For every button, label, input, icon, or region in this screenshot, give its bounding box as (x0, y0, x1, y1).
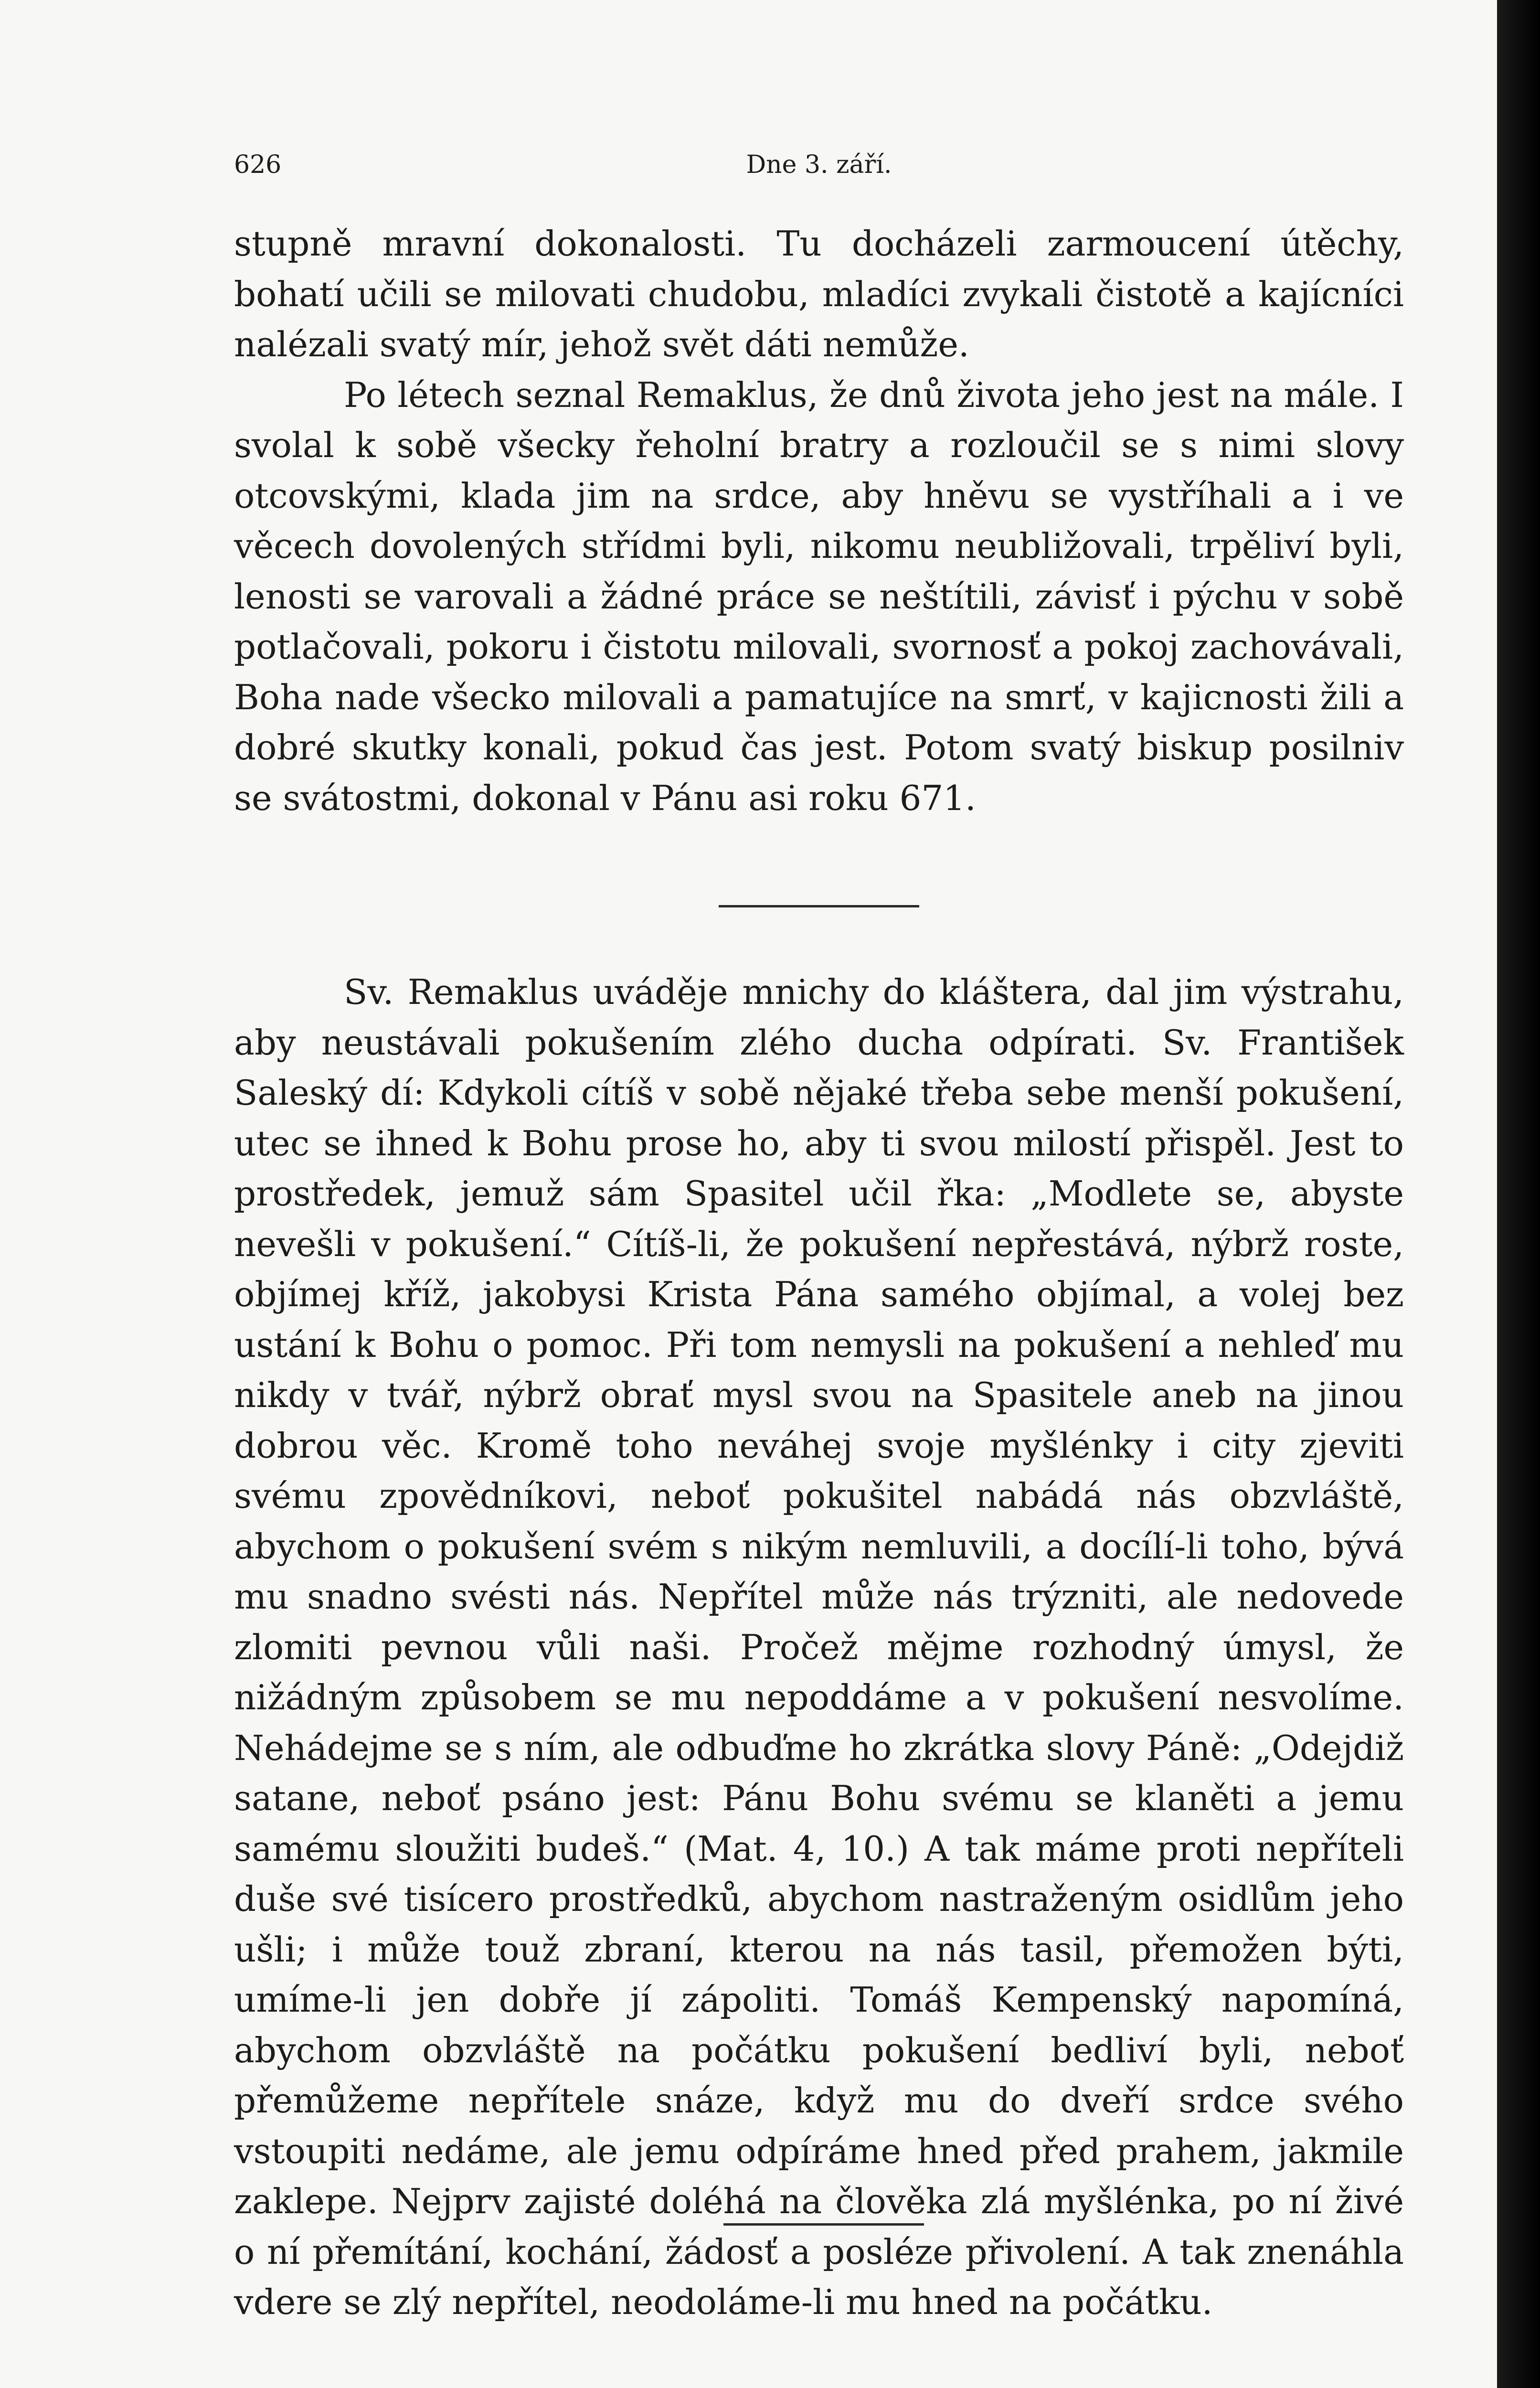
end-divider (723, 2223, 924, 2226)
paragraph-2: Po létech seznal Remaklus, že dnů života jeho jest na mále. I svolal k sobě všecky řeholní bratry a rozloučil se s nimi slovy otcovskými, klada jim na srdce, aby hněvu se vystříhali a i ve věcech dovolených střídmi byli, nikomu neubližovali, trpěliví byli, lenosti se varovali a žádné práce se neštítili, závisť i pýchu v sobě potlačovali, pokoru i čistotu milovali, svornosť a pokoj zachovávali, Boha nade všecko milovali a pamatujíce na smrť, v kajicnosti žili a dobré skutky konali, pokud čas jest. Potom svatý biskup posilniv se svátostmi, dokonal v Pánu asi roku 671. (234, 374, 1404, 818)
running-head: Dne 3. září. (746, 150, 892, 179)
paragraph-1: stupně mravní dokonalosti. Tu docházeli zarmoucení útěchy, bohatí učili se milovati chudobu, mladíci zvykali čistotě a kajícníci nalézali svatý mír, jehož svět dáti nemůže. (234, 224, 1404, 364)
section-legend-ending (234, 219, 1404, 823)
scan-dark-edge (1497, 0, 1540, 2388)
page-header (234, 143, 1404, 186)
page-number: 626 (234, 150, 282, 179)
section-reflection (234, 967, 1404, 2328)
paragraph-3: Sv. Remaklus uváděje mnichy do kláštera, dal jim výstrahu, aby neustávali pokušením zlého ducha odpírati. Sv. František Saleský dí: Kdykoli cítíš v sobě nějaké třeba sebe menší pokušení, utec se ihned k Bohu prose ho, aby ti svou milostí přispěl. Jest to prostředek, jemuž sám Spasitel učil řka: „Modlete se, abyste nevešli v pokušení.“ Cítíš-li, že pokušení nepřestává, nýbrž roste, objímej kříž, jakobysi Krista Pána samého objímal, a volej bez ustání k Bohu o pomoc. Při tom nemysli na pokušení a nehleď mu nikdy v tvář, nýbrž obrať mysl svou na Spasitele aneb na jinou dobrou věc. Kromě toho neváhej svoje myšlénky i city zjeviti svému zpovědníkovi, neboť pokušitel nabádá nás obzvláště, abychom o pokušení svém s nikým nemluvili, a docílí-li toho, bývá mu snadno svésti nás. Nepřítel může nás trýzniti, ale nedovede zlomiti pevnou vůli naši. Pročež mějme rozhodný úmysl, že nižádným způsobem se mu nepoddáme a v pokušení nesvolíme. Nehádejme se s ním, ale odbuďme ho zkrátka slovy Páně: „Odejdiž satane, neboť psáno jest: Pánu Bohu svému se klaněti a jemu samému sloužiti budeš.“ (Mat. 4, 10.) A tak máme proti nepříteli duše své tisícero prostředků, abychom nastraženým osidlům jeho ušli; i může touž zbraní, kterou na nás tasil, přemožen býti, umíme-li jen dobře jí zápoliti. Tomáš Kempenský napomíná, abychom obzvláště na počátku pokušení bedliví byli, neboť přemůžeme nepřítele snáze, když mu do dveří srdce svého vstoupiti nedáme, ale jemu odpíráme hned před prahem, jakmile zaklepe. Nejprv zajisté doléhá na člověka zlá myšlénka, po ní živé o ní přemítání, kochání, žádosť a posléze přivolení. A tak znenáhla vdere se zlý nepřítel, neodoláme-li mu hned na počátku. (234, 972, 1404, 2322)
section-divider (719, 905, 919, 907)
